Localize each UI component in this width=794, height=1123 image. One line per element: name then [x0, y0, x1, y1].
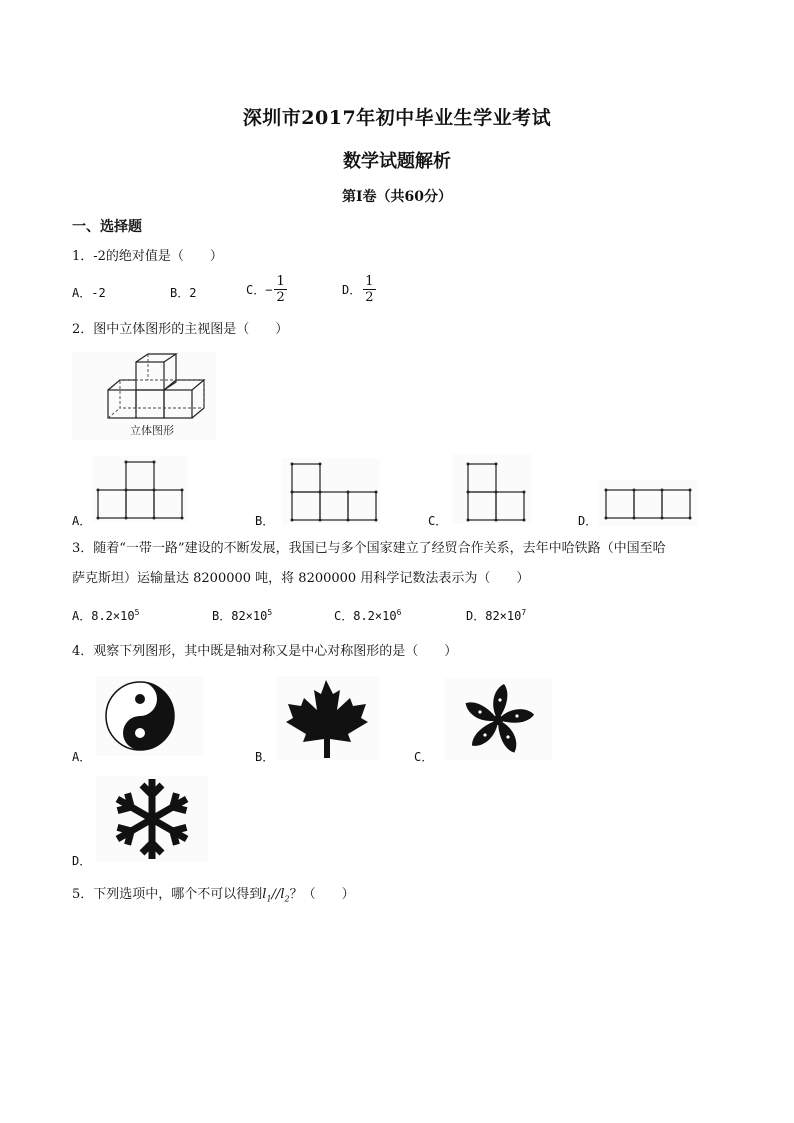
- question-4-option-d-figure: [96, 776, 208, 862]
- question-1-option-b: B．2: [170, 286, 197, 300]
- option-d-base: D．82×10: [466, 609, 522, 623]
- l1-letter: l: [262, 887, 267, 902]
- question-2-option-c-figure: [452, 454, 532, 524]
- question-1-stem: 1．-2的绝对值是（ ）: [72, 249, 223, 264]
- question-2-option-b-figure: [282, 458, 380, 524]
- yin-yang-icon: [96, 676, 204, 756]
- question-4-option-d-label: D．: [72, 854, 92, 868]
- question-3-option-d: [466, 607, 526, 624]
- front-view-a-drawing: [92, 456, 188, 522]
- parallel-symbol: //: [271, 887, 281, 902]
- question-2-option-d-figure: [598, 480, 698, 526]
- fraction-numerator: 1: [365, 274, 374, 289]
- l2-subscript: 2: [284, 894, 290, 904]
- question-2-option-c-label: C．: [428, 514, 448, 528]
- exam-subtitle: 数学试题解析: [343, 151, 451, 172]
- question-3-line-1: 3．随着“一带一路”建设的不断发展，我国已与多个国家建立了经贸合作关系，去年中哈铁路（中国至哈: [72, 541, 666, 556]
- question-3-option-b: [212, 607, 272, 624]
- question-1-option-a: A．-2: [72, 286, 106, 300]
- question-4-option-c-figure: [444, 678, 552, 760]
- front-view-b-drawing: [282, 458, 380, 524]
- option-c-exponent: 6: [396, 608, 402, 617]
- snowflake-icon: [96, 776, 208, 862]
- line-l1: [262, 887, 271, 902]
- question-3-option-a: [72, 607, 139, 624]
- question-5-stem: [72, 886, 355, 909]
- option-a-exponent: 5: [134, 608, 140, 617]
- question-2-option-d-label: D．: [578, 514, 598, 528]
- solid-figure: [72, 352, 216, 440]
- section-heading: 一、选择题: [72, 219, 142, 235]
- question-2-option-b-label: B．: [255, 514, 275, 528]
- fraction-denominator: 2: [276, 290, 285, 305]
- question-5-text-after: ？（ ）: [289, 887, 355, 902]
- solid-figure-caption: 立体图形: [130, 424, 174, 437]
- option-d-exponent: 7: [521, 608, 527, 617]
- option-a-base: A．8.2×10: [72, 609, 135, 623]
- question-1-option-c: [246, 274, 287, 305]
- question-4-option-b-figure: [276, 676, 380, 760]
- fraction-one-half: [274, 274, 286, 305]
- fraction-one-half: [363, 274, 375, 305]
- question-4-option-c-label: C．: [414, 750, 434, 764]
- question-4-option-a-label: A．: [72, 750, 92, 764]
- question-4-option-b-label: B．: [255, 750, 275, 764]
- l2-letter: l: [280, 887, 285, 902]
- solid-figure-drawing: [72, 352, 216, 440]
- option-b-base: B．82×10: [212, 609, 268, 623]
- question-3-option-c: [334, 607, 401, 624]
- option-d-prefix: D．: [342, 283, 362, 297]
- front-view-d-drawing: [598, 480, 698, 526]
- question-2-stem: 2．图中立体图形的主视图是（ ）: [72, 322, 289, 337]
- maple-leaf-icon: [276, 676, 380, 760]
- question-5-text-before: 5．下列选项中，哪个不可以得到: [72, 887, 263, 902]
- question-1-option-d: [342, 274, 376, 305]
- line-l2: [280, 887, 289, 902]
- fraction-denominator: 2: [365, 290, 374, 305]
- question-3-line-2: 萨克斯坦）运输量达 8200000 吨，将 8200000 用科学记数法表示为（ ）: [72, 571, 530, 586]
- option-c-prefix: C．−: [246, 283, 273, 297]
- front-view-c-drawing: [452, 454, 532, 524]
- bauhinia-flower-icon: [444, 678, 552, 760]
- option-b-exponent: 5: [267, 608, 273, 617]
- question-4-stem: 4．观察下列图形，其中既是轴对称又是中心对称图形的是（ ）: [72, 644, 458, 659]
- question-2-option-a-figure: [92, 456, 188, 522]
- exam-title: 深圳市2017年初中毕业生学业考试: [242, 107, 552, 129]
- question-4-option-a-figure: [96, 676, 204, 756]
- l1-subscript: 1: [266, 894, 272, 904]
- fraction-numerator: 1: [276, 274, 285, 289]
- volume-label: 第I卷（共60分）: [341, 189, 453, 205]
- option-c-base: C．8.2×10: [334, 609, 397, 623]
- question-2-option-a-label: A．: [72, 514, 92, 528]
